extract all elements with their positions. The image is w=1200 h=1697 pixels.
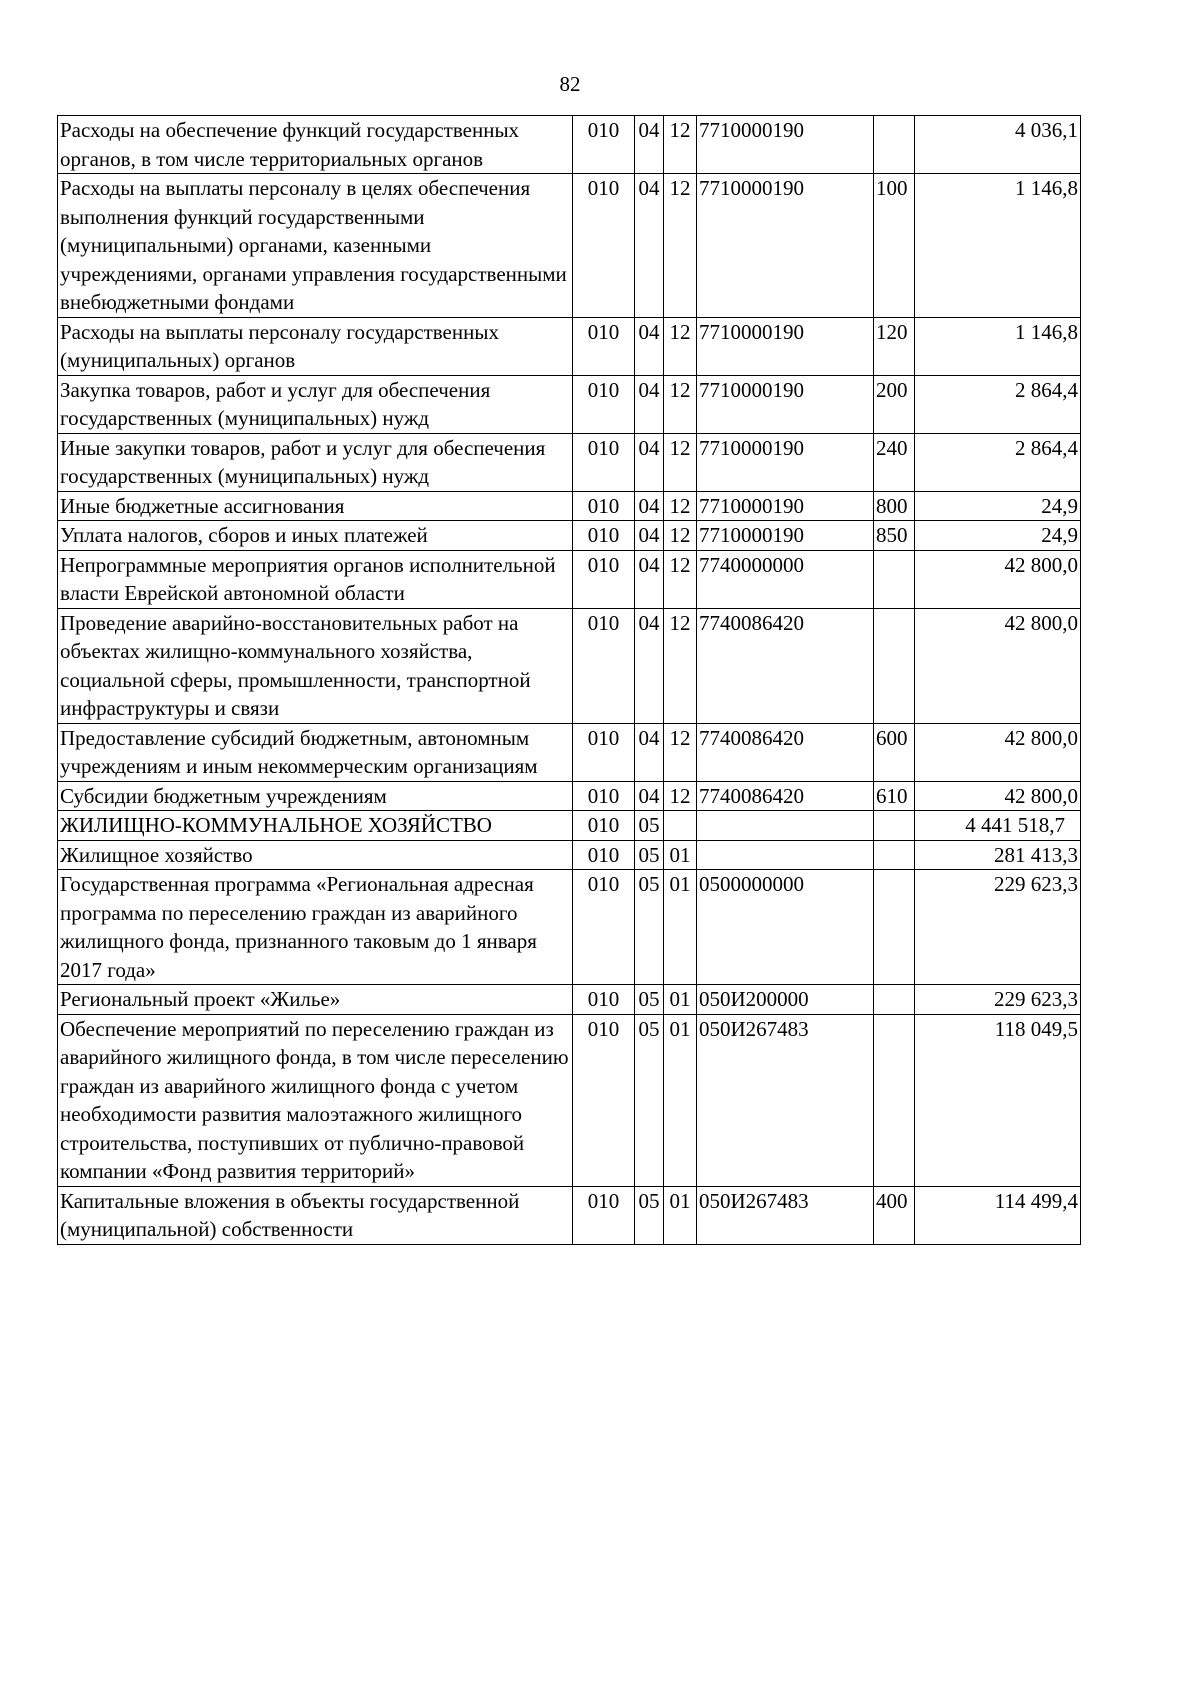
row-name-cell: Обеспечение мероприятий по переселению граждан из аварийного жилищного фонда, в том числе переселению граждан из аварийного жилищного фонда с учетом необходимости развития малоэтажного жилищного строительства, поступивших от публично-правовой компании «Фонд развития территорий» <box>58 1014 573 1186</box>
table-row <box>58 723 1081 781</box>
row-rz-cell: 05 <box>635 840 664 870</box>
row-sum-cell: 42 800,0 <box>915 723 1081 781</box>
row-vr-cell: 600 <box>874 723 915 781</box>
row-gr-cell: 010 <box>573 174 635 318</box>
row-vr-cell <box>874 1014 915 1186</box>
row-cs-cell: 7740086420 <box>697 723 874 781</box>
row-name-cell: Иные бюджетные ассигнования <box>58 491 573 521</box>
row-pr-cell: 01 <box>664 1014 697 1186</box>
row-rz-cell: 05 <box>635 870 664 985</box>
row-gr-cell: 010 <box>573 870 635 985</box>
budget-table <box>57 115 1081 1245</box>
row-cs-cell: 050И267483 <box>697 1014 874 1186</box>
row-pr-cell: 01 <box>664 1186 697 1244</box>
row-gr-cell: 010 <box>573 840 635 870</box>
row-name-cell: Уплата налогов, сборов и иных платежей <box>58 521 573 551</box>
budget-table-body <box>58 116 1081 1245</box>
table-row <box>58 550 1081 608</box>
row-vr-cell: 800 <box>874 491 915 521</box>
row-vr-cell <box>874 985 915 1015</box>
row-rz-cell: 04 <box>635 174 664 318</box>
row-sum-cell: 42 800,0 <box>915 608 1081 723</box>
row-cs-cell: 7710000190 <box>697 491 874 521</box>
table-row <box>58 811 1081 841</box>
row-cs-cell: 050И200000 <box>697 985 874 1015</box>
row-gr-cell: 010 <box>573 550 635 608</box>
table-row <box>58 1186 1081 1244</box>
row-gr-cell: 010 <box>573 375 635 433</box>
row-pr-cell: 12 <box>664 317 697 375</box>
row-rz-cell: 04 <box>635 317 664 375</box>
table-row <box>58 491 1081 521</box>
row-cs-cell: 7710000190 <box>697 375 874 433</box>
row-vr-cell <box>874 870 915 985</box>
row-rz-cell: 04 <box>635 521 664 551</box>
row-name-cell: Государственная программа «Региональная адресная программа по переселению граждан из аварийного жилищного фонда, признанного таковым до 1 января 2017 года» <box>58 870 573 985</box>
row-pr-cell: 12 <box>664 608 697 723</box>
row-gr-cell: 010 <box>573 116 635 174</box>
row-sum-cell: 4 441 518,7 <box>915 811 1081 841</box>
row-gr-cell: 010 <box>573 491 635 521</box>
row-cs-cell: 0500000000 <box>697 870 874 985</box>
row-sum-cell: 114 499,4 <box>915 1186 1081 1244</box>
table-row <box>58 317 1081 375</box>
row-gr-cell: 010 <box>573 1014 635 1186</box>
row-sum-cell: 229 623,3 <box>915 985 1081 1015</box>
row-rz-cell: 05 <box>635 1014 664 1186</box>
row-rz-cell: 04 <box>635 608 664 723</box>
row-gr-cell: 010 <box>573 811 635 841</box>
row-vr-cell <box>874 811 915 841</box>
row-pr-cell: 01 <box>664 840 697 870</box>
row-gr-cell: 010 <box>573 985 635 1015</box>
table-row <box>58 521 1081 551</box>
row-name-cell: ЖИЛИЩНО-КОММУНАЛЬНОЕ ХОЗЯЙСТВО <box>58 811 573 841</box>
table-row <box>58 985 1081 1015</box>
row-vr-cell <box>874 840 915 870</box>
page-number: 82 <box>559 72 581 96</box>
row-vr-cell: 850 <box>874 521 915 551</box>
row-vr-cell <box>874 116 915 174</box>
row-cs-cell: 7740086420 <box>697 781 874 811</box>
row-cs-cell: 7710000190 <box>697 174 874 318</box>
row-name-cell: Капитальные вложения в объекты государственной (муниципальной) собственности <box>58 1186 573 1244</box>
row-cs-cell <box>697 811 874 841</box>
row-vr-cell <box>874 550 915 608</box>
row-pr-cell: 12 <box>664 174 697 318</box>
row-cs-cell: 7710000190 <box>697 433 874 491</box>
row-sum-cell: 229 623,3 <box>915 870 1081 985</box>
row-vr-cell: 200 <box>874 375 915 433</box>
row-name-cell: Закупка товаров, работ и услуг для обеспечения государственных (муниципальных) нужд <box>58 375 573 433</box>
row-vr-cell: 100 <box>874 174 915 318</box>
row-vr-cell: 400 <box>874 1186 915 1244</box>
row-cs-cell: 7710000190 <box>697 521 874 551</box>
row-name-cell: Расходы на обеспечение функций государственных органов, в том числе территориальных органов <box>58 116 573 174</box>
row-cs-cell: 7740000000 <box>697 550 874 608</box>
table-row <box>58 608 1081 723</box>
row-gr-cell: 010 <box>573 1186 635 1244</box>
row-gr-cell: 010 <box>573 608 635 723</box>
row-sum-cell: 42 800,0 <box>915 550 1081 608</box>
row-gr-cell: 010 <box>573 723 635 781</box>
row-pr-cell: 12 <box>664 375 697 433</box>
row-cs-cell: 7740086420 <box>697 608 874 723</box>
row-rz-cell: 05 <box>635 985 664 1015</box>
table-row <box>58 116 1081 174</box>
row-pr-cell: 12 <box>664 433 697 491</box>
row-pr-cell: 01 <box>664 870 697 985</box>
row-name-cell: Субсидии бюджетным учреждениям <box>58 781 573 811</box>
row-name-cell: Иные закупки товаров, работ и услуг для обеспечения государственных (муниципальных) нужд <box>58 433 573 491</box>
row-sum-cell: 24,9 <box>915 491 1081 521</box>
table-row <box>58 840 1081 870</box>
row-sum-cell: 1 146,8 <box>915 174 1081 318</box>
row-name-cell: Проведение аварийно-восстановительных работ на объектах жилищно-коммунального хозяйства, социальной сферы, промышленности, транспортной инфраструктуры и связи <box>58 608 573 723</box>
row-pr-cell: 01 <box>664 985 697 1015</box>
row-cs-cell: 050И267483 <box>697 1186 874 1244</box>
row-sum-cell: 24,9 <box>915 521 1081 551</box>
table-row <box>58 433 1081 491</box>
row-pr-cell: 12 <box>664 781 697 811</box>
row-name-cell: Непрограммные мероприятия органов исполнительной власти Еврейской автономной области <box>58 550 573 608</box>
row-gr-cell: 010 <box>573 317 635 375</box>
row-pr-cell <box>664 811 697 841</box>
row-rz-cell: 05 <box>635 811 664 841</box>
row-rz-cell: 04 <box>635 723 664 781</box>
row-pr-cell: 12 <box>664 116 697 174</box>
row-rz-cell: 04 <box>635 433 664 491</box>
row-pr-cell: 12 <box>664 491 697 521</box>
row-rz-cell: 05 <box>635 1186 664 1244</box>
row-gr-cell: 010 <box>573 781 635 811</box>
row-gr-cell: 010 <box>573 433 635 491</box>
row-vr-cell: 610 <box>874 781 915 811</box>
row-sum-cell: 4 036,1 <box>915 116 1081 174</box>
row-rz-cell: 04 <box>635 491 664 521</box>
row-sum-cell: 118 049,5 <box>915 1014 1081 1186</box>
row-cs-cell: 7710000190 <box>697 317 874 375</box>
row-vr-cell <box>874 608 915 723</box>
table-row <box>58 781 1081 811</box>
table-row <box>58 870 1081 985</box>
row-rz-cell: 04 <box>635 781 664 811</box>
table-row <box>58 375 1081 433</box>
table-row <box>58 1014 1081 1186</box>
row-cs-cell <box>697 840 874 870</box>
row-rz-cell: 04 <box>635 550 664 608</box>
row-name-cell: Расходы на выплаты персоналу государственных (муниципальных) органов <box>58 317 573 375</box>
row-sum-cell: 2 864,4 <box>915 375 1081 433</box>
row-sum-cell: 281 413,3 <box>915 840 1081 870</box>
row-vr-cell: 240 <box>874 433 915 491</box>
row-cs-cell: 7710000190 <box>697 116 874 174</box>
row-name-cell: Предоставление субсидий бюджетным, автономным учреждениям и иным некоммерческим организациям <box>58 723 573 781</box>
row-gr-cell: 010 <box>573 521 635 551</box>
row-sum-cell: 42 800,0 <box>915 781 1081 811</box>
row-pr-cell: 12 <box>664 521 697 551</box>
row-name-cell: Региональный проект «Жилье» <box>58 985 573 1015</box>
table-row <box>58 174 1081 318</box>
row-name-cell: Расходы на выплаты персоналу в целях обеспечения выполнения функций государственными (муниципальными) органами, казенными учреждениями, органами управления государственными внебюджетными фондами <box>58 174 573 318</box>
row-rz-cell: 04 <box>635 116 664 174</box>
row-pr-cell: 12 <box>664 723 697 781</box>
row-rz-cell: 04 <box>635 375 664 433</box>
row-sum-cell: 2 864,4 <box>915 433 1081 491</box>
row-vr-cell: 120 <box>874 317 915 375</box>
row-pr-cell: 12 <box>664 550 697 608</box>
row-name-cell: Жилищное хозяйство <box>58 840 573 870</box>
row-sum-cell: 1 146,8 <box>915 317 1081 375</box>
